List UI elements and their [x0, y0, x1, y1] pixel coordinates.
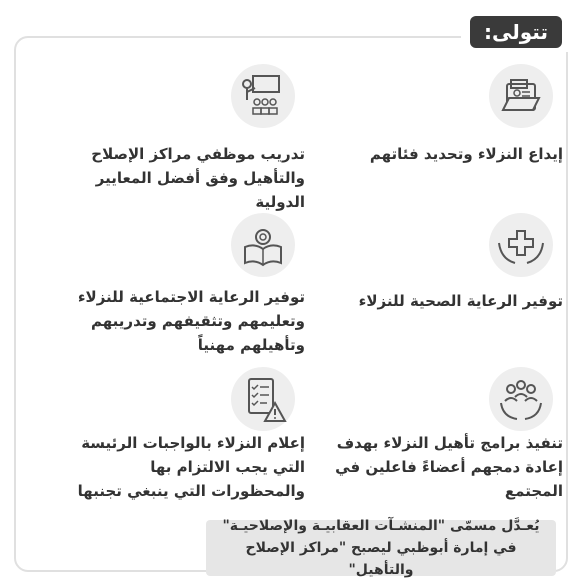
- header: [461, 12, 571, 52]
- people-hands-icon: [489, 367, 553, 431]
- item-text: إيداع النزلاء وتحديد فئاتهم: [369, 145, 563, 163]
- checklist-warning-icon: [231, 367, 295, 431]
- training-icon: [231, 64, 295, 128]
- book-gear-icon: [231, 213, 295, 277]
- item-text: توفير الرعاية الاجتماعية للنزلاء وتعليمهم وتثقيفهم وتدريبهم وتأهيلهم مهنياً: [77, 288, 305, 354]
- page-title: تتولى:: [470, 16, 562, 48]
- item-text: تنفيذ برامج تأهيل النزلاء بهدف إعادة دمجهم أعضاءً فاعلين في المجتمع: [335, 434, 563, 500]
- note-line-1: يُعـدَّل مسمّى "المنشـآت العقابيـة والإصلاحيـة": [222, 518, 540, 534]
- note-line-2: في إمارة أبوظبي ليصبح "مراكز الإصلاح والتأهيل": [245, 540, 517, 578]
- item-inform-duties: [55, 367, 305, 500]
- rename-note: [206, 520, 556, 576]
- item-text: توفير الرعاية الصحية للنزلاء: [358, 292, 563, 310]
- item-healthcare: [313, 213, 563, 323]
- healthcare-hands-icon: [489, 213, 553, 277]
- item-text: إعلام النزلاء بالواجبات الرئيسة التي يجب الالتزام بها والمحظورات التي ينبغي تجنبها: [77, 434, 305, 500]
- folder-icon: [489, 64, 553, 128]
- item-staff-training: [55, 64, 305, 211]
- item-rehab-programs: [313, 367, 563, 500]
- item-text: تدريب موظفي مراكز الإصلاح والتأهيل وفق أفضل المعايير الدولية: [91, 145, 305, 211]
- item-social-care: [55, 213, 305, 354]
- item-deposit-inmates: [313, 64, 563, 174]
